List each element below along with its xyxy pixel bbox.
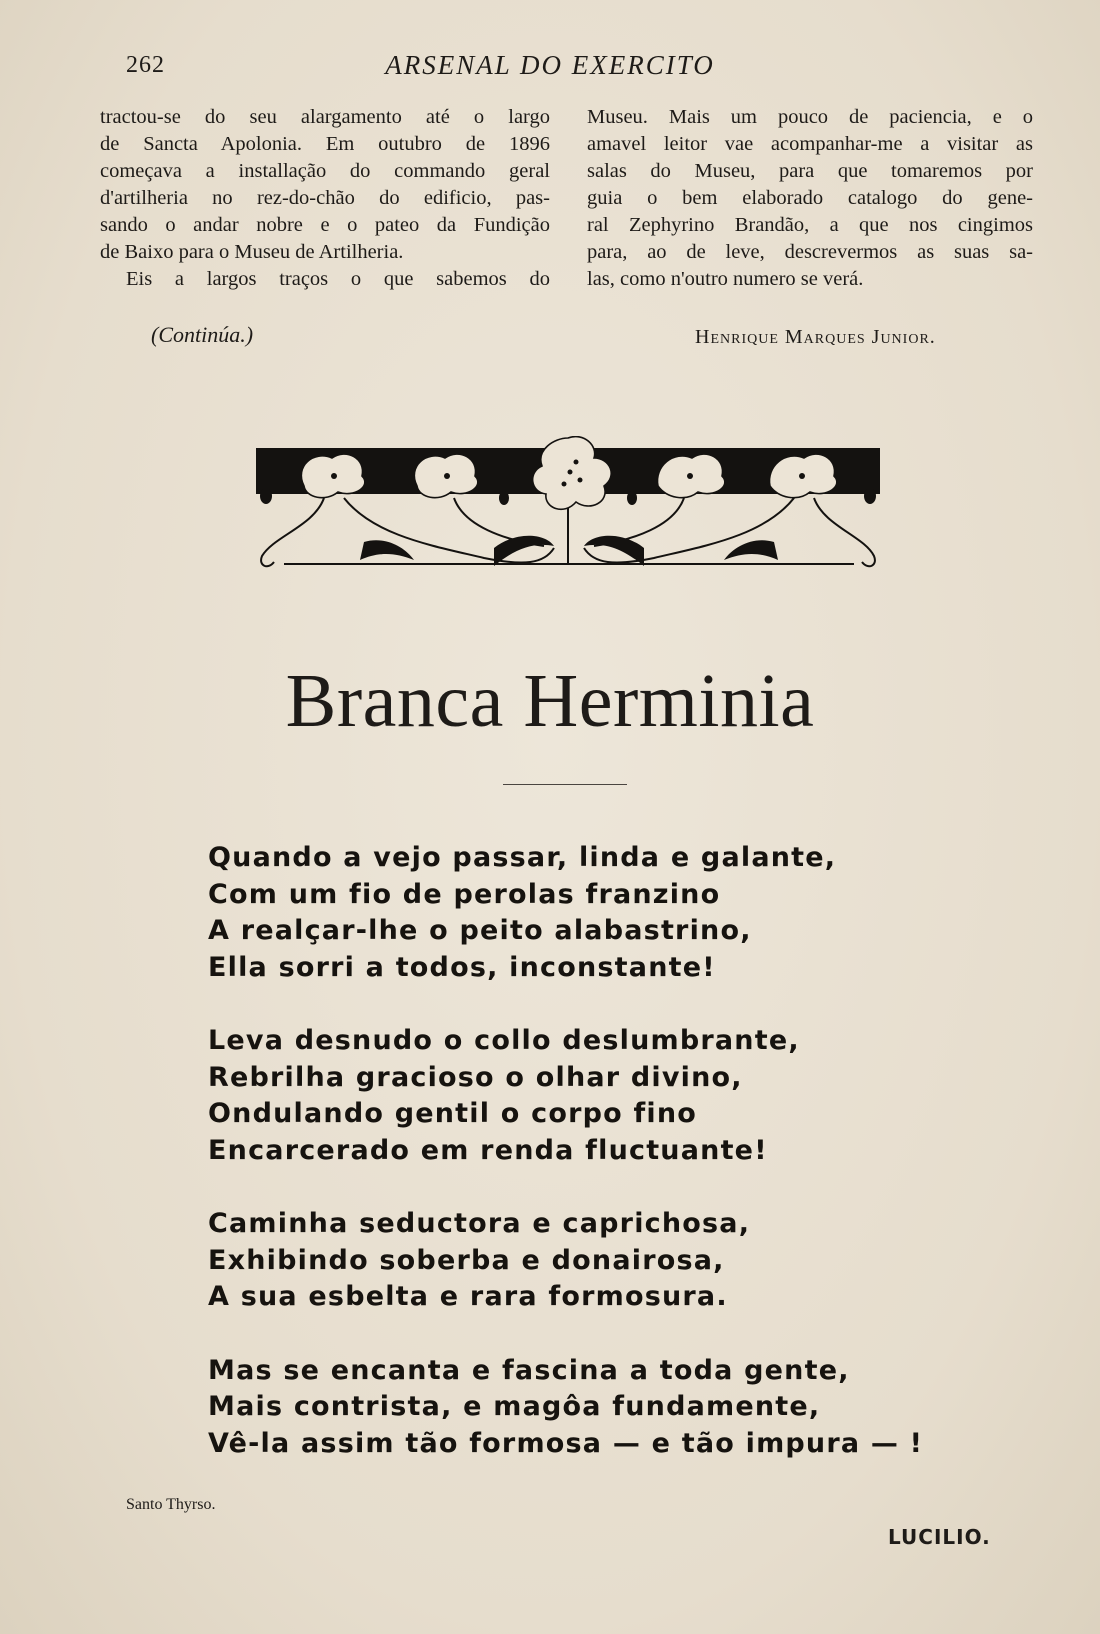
article-left-column <box>100 104 550 293</box>
article-line: de Baixo para o Museu de Artilheria. <box>100 241 404 263</box>
poem-verse: Ondulando gentil o corpo fino <box>208 1098 698 1129</box>
article-line: sando o andar nobre e o pateo da Fundição <box>100 214 550 236</box>
article-line: Museu. Mais um pouco de paciencia, e o <box>587 106 1033 128</box>
title-divider <box>503 784 627 785</box>
poem-verse: A sua esbelta e rara formosura. <box>208 1281 728 1312</box>
art-nouveau-floral-border-icon <box>254 436 882 582</box>
article-line: d'artilheria no rez-do-chão do edificio, pas- <box>100 187 550 209</box>
poem-stanza <box>208 1353 924 1463</box>
article-author: Henrique Marques Junior. <box>695 326 936 348</box>
poem-title: Branca Herminia <box>285 659 815 743</box>
poem-verse: Com um fio de perolas franzino <box>208 878 721 910</box>
poem-stanza <box>208 1023 908 1169</box>
poem-verse: A realçar-lhe o peito alabastrino, <box>208 915 752 946</box>
poem-verse: Vê-la assim tão formosa — e tão impura — ! <box>208 1427 924 1459</box>
poem-signature: LUCILIO. <box>888 1525 991 1549</box>
page-header <box>0 48 1100 88</box>
poem-verse: Mais contrista, e magôa fundamente, <box>208 1391 821 1422</box>
article-line: para, ao de leve, descrevermos as suas sa- <box>587 241 1033 263</box>
poem-verse: Mas se encanta e fascina a toda gente, <box>208 1354 850 1386</box>
continuation-note: (Continúa.) <box>151 322 254 347</box>
article-line: las, como n'outro numero se verá. <box>587 268 864 290</box>
poem-verse: Quando a vejo passar, linda e galante, <box>208 842 837 873</box>
article-line: tractou-se do seu alargamento até o largo <box>100 106 550 128</box>
page-number: 262 <box>126 52 165 78</box>
poem-verse: Exhibindo soberba e donairosa, <box>208 1244 725 1276</box>
article-line: começava a installação do commando geral <box>100 160 550 182</box>
poem-verse: Leva desnudo o collo deslumbrante, <box>208 1025 800 1056</box>
article-line: ral Zephyrino Brandão, a que nos cingimos <box>587 214 1033 236</box>
poem-verse: Encarcerado em renda fluctuante! <box>208 1134 768 1166</box>
article-line: salas do Museu, para que tomaremos por <box>587 160 1033 182</box>
poem-stanza <box>208 840 908 986</box>
article-line: de Sancta Apolonia. Em outubro de 1896 <box>100 133 550 155</box>
article-right-column <box>587 104 1033 293</box>
poem-verse: Caminha seductora e caprichosa, <box>208 1208 751 1239</box>
poem-place: Santo Thyrso. <box>126 1496 216 1513</box>
poem-verse: Rebrilha gracioso o olhar divino, <box>208 1061 743 1093</box>
running-title: ARSENAL DO EXERCITO <box>385 50 715 80</box>
article-line: Eis a largos traços o que sabemos do <box>126 268 550 290</box>
article-line: guia o bem elaborado catalogo do gene- <box>587 187 1033 209</box>
poem-body <box>208 840 924 1499</box>
article-line: amavel leitor vae acompanhar-me a visitar as <box>587 133 1033 155</box>
poem-verse: Ella sorri a todos, inconstante! <box>208 951 716 983</box>
poem-stanza <box>208 1206 908 1316</box>
